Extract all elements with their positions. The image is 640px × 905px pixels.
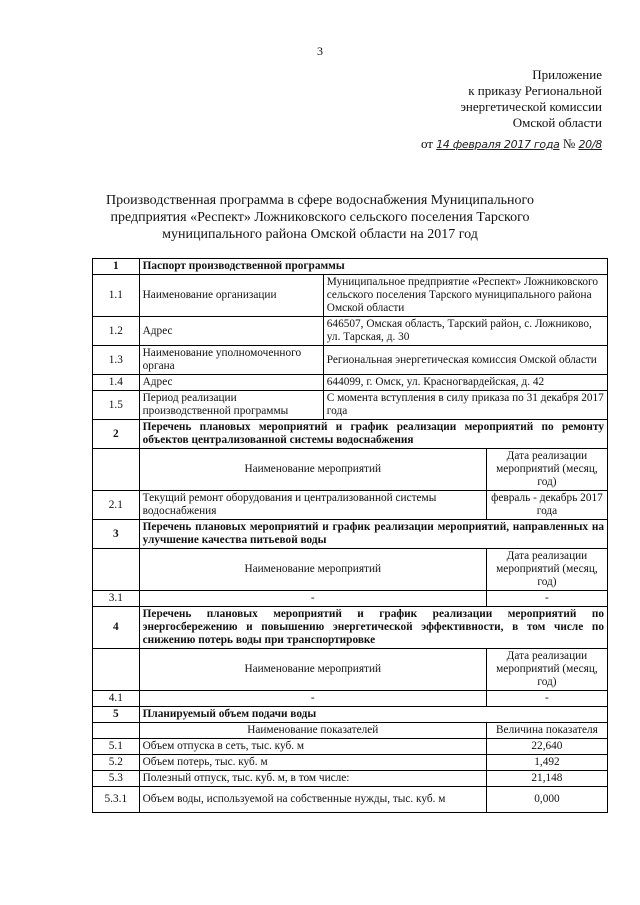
row-number: 2.1	[93, 491, 140, 520]
table-row	[93, 739, 608, 755]
column-header-name: Наименование мероприятий	[139, 649, 486, 691]
section-number: 2	[93, 420, 140, 449]
row-label: -	[139, 591, 486, 607]
section-number: 3	[93, 520, 140, 549]
row-value: февраль - декабрь 2017 года	[486, 491, 607, 520]
table-row	[93, 691, 608, 707]
table-row	[93, 375, 608, 391]
row-number: 5.1	[93, 739, 140, 755]
table-row	[93, 317, 608, 346]
section-5-header	[93, 707, 608, 723]
appendix-line-2: к приказу Региональной	[468, 83, 602, 98]
section-number: 5	[93, 707, 140, 723]
row-value: 22,640	[486, 739, 607, 755]
row-number: 5.2	[93, 755, 140, 771]
column-header-row	[93, 549, 608, 591]
row-value: 644099, г. Омск, ул. Красногвардейская, д. 42	[323, 375, 607, 391]
row-number: 1.1	[93, 275, 140, 317]
row-number: 1.3	[93, 346, 140, 375]
row-number: 5.3	[93, 771, 140, 787]
empty-cell	[93, 649, 140, 691]
table-row	[93, 771, 608, 787]
appendix-line-4: Омской области	[512, 115, 602, 130]
column-header-name: Наименование показателей	[139, 723, 486, 739]
column-header-date: Дата реализации мероприятий (месяц, год)	[486, 649, 607, 691]
row-label: Наименование уполномоченного органа	[139, 346, 323, 375]
page-number: 3	[317, 44, 323, 58]
row-value: 1,492	[486, 755, 607, 771]
section-title: Перечень плановых мероприятий и график реализации мероприятий по ремонту объектов централизованной системы водоснабжения	[139, 420, 607, 449]
column-header-row	[93, 449, 608, 491]
row-label: Адрес	[139, 317, 323, 346]
section-2-header	[93, 420, 608, 449]
row-label: Объем потерь, тыс. куб. м	[139, 755, 486, 771]
column-header-value: Величина показателя	[486, 723, 607, 739]
row-value: -	[486, 691, 607, 707]
order-date-handwritten: 14 февраля 2017 года	[436, 138, 560, 151]
section-title: Планируемый объем подачи воды	[139, 707, 607, 723]
table-row	[93, 391, 608, 420]
section-title: Перечень плановых мероприятий и график реализации мероприятий по энергосбережению и повышению энергетической эффективности, в том числе по снижению потерь воды при транспортировке	[139, 607, 607, 649]
empty-cell	[93, 723, 140, 739]
row-label: -	[139, 691, 486, 707]
document-title: Производственная программа в сфере водоснабжения Муниципального предприятия «Респект» Ложниковского сельского поселения Тарского муниципального района Омской области на 2017 год	[106, 193, 534, 242]
order-prefix: от	[420, 136, 433, 151]
column-header-date: Дата реализации мероприятий (месяц, год)	[486, 549, 607, 591]
table-row	[93, 275, 608, 317]
row-number: 1.5	[93, 391, 140, 420]
row-number: 3.1	[93, 591, 140, 607]
row-label: Адрес	[139, 375, 323, 391]
row-number: 4.1	[93, 691, 140, 707]
row-label: Период реализации производственной программы	[139, 391, 323, 420]
row-value: Муниципальное предприятие «Респект» Ложниковского сельского поселения Тарского муниципального района Омской области	[323, 275, 607, 317]
row-value: С момента вступления в силу приказа по 31 декабря 2017 года	[323, 391, 607, 420]
order-reference	[421, 136, 602, 152]
appendix-line-1: Приложение	[532, 67, 602, 82]
table-row	[93, 346, 608, 375]
row-label: Объем отпуска в сеть, тыс. куб. м	[139, 739, 486, 755]
table-row	[93, 591, 608, 607]
row-label: Наименование организации	[139, 275, 323, 317]
row-value: 21,148	[486, 771, 607, 787]
empty-cell	[93, 449, 140, 491]
section-4-header	[93, 607, 608, 649]
row-label: Текущий ремонт оборудования и централизованной системы водоснабжения	[139, 491, 486, 520]
order-number-handwritten: 20/8	[578, 138, 602, 151]
column-header-name: Наименование мероприятий	[139, 449, 486, 491]
column-header-date: Дата реализации мероприятий (месяц, год)	[486, 449, 607, 491]
section-title: Паспорт производственной программы	[139, 259, 607, 275]
section-1-header	[93, 259, 608, 275]
row-value: Региональная энергетическая комиссия Омской области	[323, 346, 607, 375]
row-label: Объем воды, используемой на собственные нужды, тыс. куб. м	[139, 787, 486, 813]
column-header-row	[93, 723, 608, 739]
section-title: Перечень плановых мероприятий и график реализации мероприятий, направленных на улучшение качества питьевой воды	[139, 520, 607, 549]
appendix-block	[460, 67, 602, 131]
empty-cell	[93, 549, 140, 591]
row-number: 1.2	[93, 317, 140, 346]
row-value: 646507, Омская область, Тарский район, с. Ложниково, ул. Тарская, д. 30	[323, 317, 607, 346]
section-number: 1	[93, 259, 140, 275]
row-number: 5.3.1	[93, 787, 140, 813]
program-table	[92, 258, 608, 813]
column-header-row	[93, 649, 608, 691]
table-row	[93, 755, 608, 771]
order-no-label: №	[562, 136, 576, 151]
table-row	[93, 491, 608, 520]
section-3-header	[93, 520, 608, 549]
appendix-line-3: энергетической комиссии	[460, 99, 602, 114]
row-value: -	[486, 591, 607, 607]
row-value: 0,000	[486, 787, 607, 813]
table-row	[93, 787, 608, 813]
column-header-name: Наименование мероприятий	[139, 549, 486, 591]
row-number: 1.4	[93, 375, 140, 391]
row-label: Полезный отпуск, тыс. куб. м, в том числе:	[139, 771, 486, 787]
section-number: 4	[93, 607, 140, 649]
